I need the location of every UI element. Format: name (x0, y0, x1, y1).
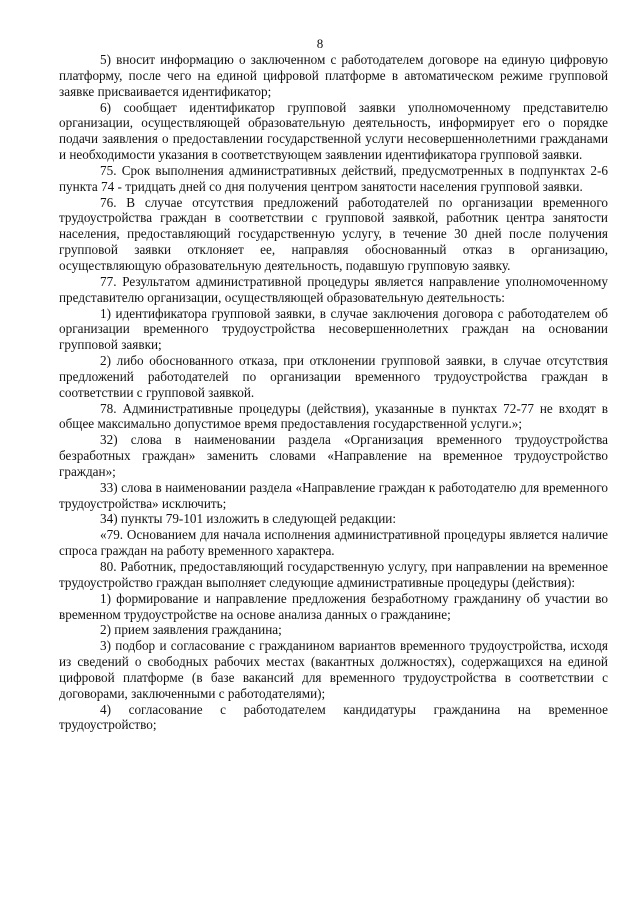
paragraph-80-sub-2: 2) прием заявления гражданина; (100, 622, 282, 638)
paragraph-77-sub-1: 1) идентификатора групповой заявки, в случае заключения договора с работодателем об организации временного трудоустройства несовершеннолетних граждан на основании групповой заявки; (59, 305, 608, 353)
paragraph-80-sub-1: 1) формирование и направление предложения безработному гражданину об участии во временном трудоустройстве на основе анализа данных о гражданине; (59, 590, 608, 622)
paragraph-item-34: 34) пункты 79-101 изложить в следующей редакции: (100, 511, 396, 527)
paragraph-80: 80. Работник, предоставляющий государственную услугу, при направлении на временное трудоустройство граждан выполняет следующие административные процедуры (действия): (59, 559, 608, 590)
paragraph-75: 75. Срок выполнения административных действий, предусмотренных в подпунктах 2-6 пункта 74 - тридцать дней со дня получения центром занятости населения групповой заявки. (59, 162, 608, 194)
paragraph-79: «79. Основанием для начала исполнения административной процедуры является наличие спроса граждан на работу временного характера. (59, 527, 608, 559)
document-body (59, 52, 608, 733)
paragraph-78: 78. Административные процедуры (действия), указанные в пунктах 72-77 не входят в общее максимально допустимое время предоставления государственной услуги.»; (59, 400, 608, 432)
paragraph-80-sub-3: 3) подбор и согласование с гражданином вариантов временного трудоустройства, исходя из сведений о свободных рабочих местах (вакантных должностях), содержащихся на единой цифровой платформе (в базе вакансий для временного трудоустройства в соответствии с договорами, заключенными с работодателями); (59, 638, 608, 701)
paragraph-77-sub-2: 2) либо обоснованного отказа, при отклонении групповой заявки, в случае отсутствия предложений работодателей по организации временного трудоустройства граждан в соответствии с групповой заявкой. (59, 353, 608, 400)
paragraph-item-33: 33) слова в наименовании раздела «Направление граждан к работодателю для временного трудоустройства» исключить; (59, 479, 608, 511)
paragraph-76: 76. В случае отсутствия предложений работодателей по организации временного трудоустройства граждан в соответствии с групповой заявкой, работник центра занятости населения, предоставляющий государственную услугу, в течение 30 дней после получения групповой заявки отклоняет ее, направляя обоснованный отказ в организацию, осуществляющую образовательную деятельность, подавшую групповую заявку. (59, 194, 608, 273)
paragraph-item-32: 32) слова в наименовании раздела «Организация временного трудоустройства безработных граждан» заменить словами «Направление на временное трудоустройство граждан»; (59, 432, 608, 479)
paragraph-sub-5: 5) вносит информацию о заключенном с работодателем договоре на единую цифровую платформу, после чего на единой цифровой платформе в автоматическом режиме групповой заявке присваивается идентификатор; (59, 52, 608, 99)
paragraph-sub-6: 6) сообщает идентификатор групповой заявки уполномоченному представителю организации, осуществляющей образовательную деятельность, информирует его о порядке подачи заявления о предоставлении государственной услуги несовершеннолетними гражданами и необходимости указания в соответствующем заявлении идентификатора групповой заявки. (59, 99, 608, 163)
page-number: 8 (316, 36, 324, 51)
paragraph-77: 77. Результатом административной процедуры является направление уполномоченному представителю организации, осуществляющей образовательную деятельность: (59, 273, 608, 305)
paragraph-80-sub-4: 4) согласование с работодателем кандидатуры гражданина на временное трудоустройство; (59, 701, 608, 733)
